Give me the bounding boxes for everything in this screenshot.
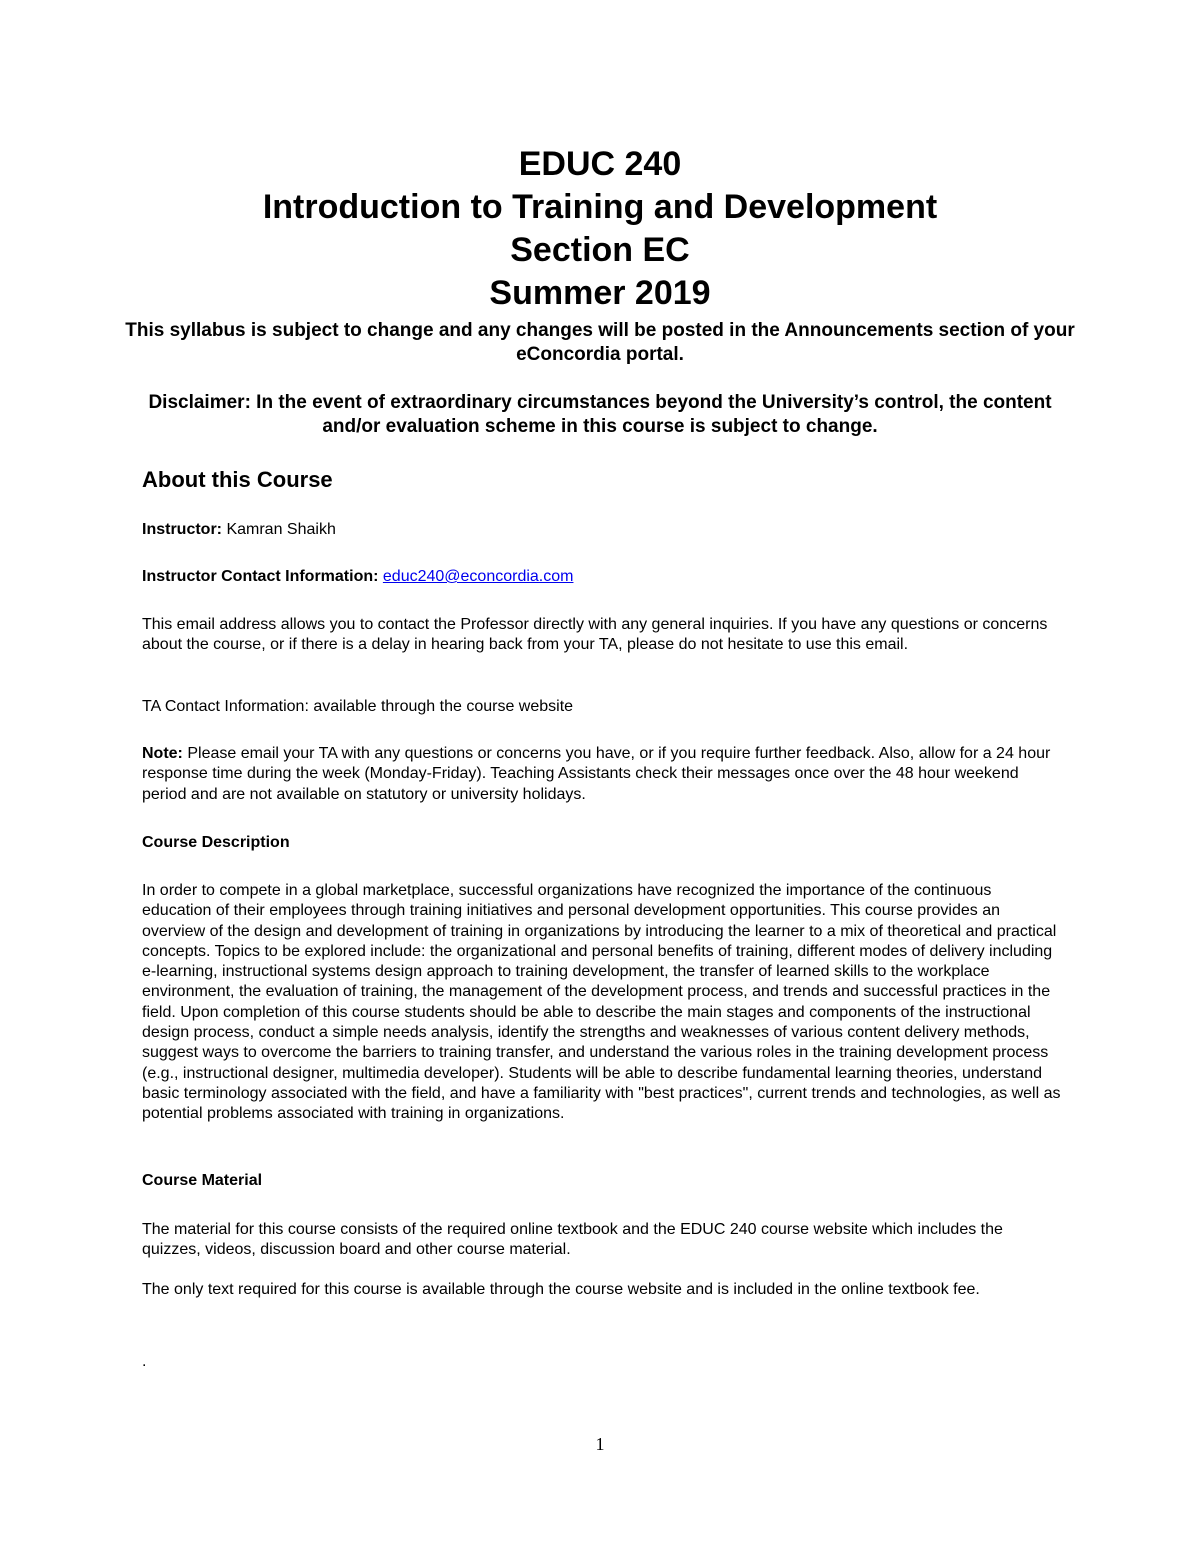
course-description-text: In order to compete in a global marketplace, successful organizations have recognized the importance of the continuous education of their employees through training initiatives and personal development opportunities. This course provides an overview of the design and development of training in organizations by introducing the learner to a mix of theoretical and practical concepts. Topics to be explored include: the organizational and personal benefits of training, different modes of delivery including e-learning, instructional systems design approach to training development, the transfer of learned skills to the workplace environment, the evaluation of training, the management of the development process, and trends and successful practices in the field. Upon completion of this course students should be able to describe the main stages and components of the instructional design process, conduct a simple needs analysis, identify the strengths and weaknesses of various content delivery methods, suggest ways to overcome the barriers to training transfer, and understand the various roles in the training development process (e.g., instructional designer, multimedia developer). Students will be able to describe fundamental learning theories, understand basic terminology associated with the field, and have a familiarity with "best practices", current trends and technologies, as well as potential problems associated with training in organizations. bbox=[142, 882, 1061, 1123]
about-heading: About this Course bbox=[142, 467, 333, 492]
title-block bbox=[0, 143, 1200, 315]
course-material-paragraph-2: The only text required for this course is available through the course website and is included in the online textbook fee. bbox=[142, 1281, 980, 1298]
email-paragraph: This email address allows you to contact the Professor directly with any general inquiries. If you have any questions or concerns about the course, or if there is a delay in hearing back from your TA, please do not hesitate to use this email. bbox=[142, 616, 1048, 654]
trailing-mark: . bbox=[142, 1353, 147, 1370]
course-material-paragraph-1: The material for this course consists of the required online textbook and the EDUC 240 course website which includes the quizzes, videos, discussion board and other course material. bbox=[142, 1221, 1003, 1259]
course-title: Introduction to Training and Development bbox=[262, 188, 938, 226]
instructor-label: Instructor: bbox=[142, 521, 222, 538]
ta-contact-line: TA Contact Information: available through the course website bbox=[142, 698, 574, 715]
instructor-line bbox=[142, 520, 1062, 540]
course-term: Summer 2019 bbox=[489, 274, 711, 312]
instructor-contact-line bbox=[142, 567, 1062, 587]
course-material-heading: Course Material bbox=[142, 1172, 263, 1189]
instructor-name: Kamran Shaikh bbox=[222, 521, 336, 538]
course-code: EDUC 240 bbox=[518, 145, 682, 183]
instructor-email-link[interactable]: educ240@econcordia.com bbox=[382, 568, 574, 585]
disclaimer-notice: Disclaimer: In the event of extraordinary circumstances beyond the University’s control, the content and/or evaluation scheme in this course is subject to change. bbox=[148, 392, 1052, 437]
page-number: 1 bbox=[595, 1434, 605, 1454]
note-paragraph bbox=[142, 744, 1062, 805]
note-text: Please email your TA with any questions or concerns you have, or if you require further feedback. Also, allow for a 24 hour response time during the week (Monday-Friday). Teaching Assistants check their messages once over the 48 hour weekend period and are not available on statutory or university holidays. bbox=[142, 745, 1051, 803]
course-description-heading: Course Description bbox=[142, 834, 290, 851]
instructor-contact-label: Instructor Contact Information: bbox=[142, 568, 379, 585]
course-section: Section EC bbox=[510, 231, 690, 269]
syllabus-notice: This syllabus is subject to change and any changes will be posted in the Announcements section of your eConcordia portal. bbox=[125, 320, 1075, 365]
note-label: Note: bbox=[142, 745, 183, 762]
